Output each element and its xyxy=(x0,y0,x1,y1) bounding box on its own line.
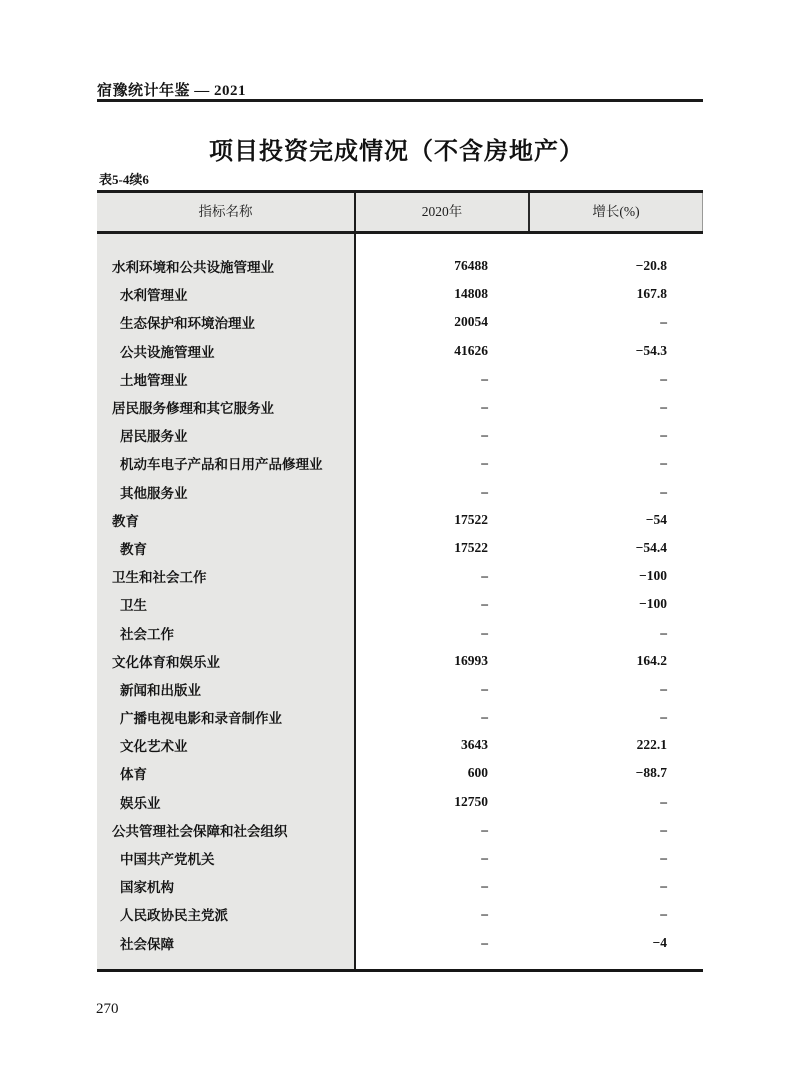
table-row xyxy=(97,618,703,646)
row-value-growth: – xyxy=(660,455,667,471)
table-row xyxy=(97,900,703,928)
page-title: 项目投资完成情况（不含房地产） xyxy=(209,139,584,165)
row-value-growth: – xyxy=(660,850,667,866)
row-value-growth: – xyxy=(660,427,667,443)
row-value-growth: – xyxy=(660,878,667,894)
row-value-growth: −54 xyxy=(645,511,667,527)
row-value-2020: 76488 xyxy=(454,258,488,274)
table-row xyxy=(97,280,703,308)
row-value-2020: 17522 xyxy=(454,511,488,527)
row-value-2020: 14808 xyxy=(454,286,488,302)
row-value-growth: – xyxy=(660,314,667,330)
table-row xyxy=(97,816,703,844)
row-value-growth: – xyxy=(660,370,667,386)
row-label: 卫生和社会工作 xyxy=(112,570,207,586)
row-value-2020: 20054 xyxy=(454,314,488,330)
table-row xyxy=(97,872,703,900)
table-row xyxy=(97,506,703,534)
table-row xyxy=(97,647,703,675)
row-value-growth: – xyxy=(660,793,667,809)
column-header-indicator-name: 指标名称 xyxy=(97,193,356,231)
row-value-2020: – xyxy=(481,370,488,386)
table-row xyxy=(97,337,703,365)
row-value-2020: – xyxy=(481,680,488,696)
row-label: 生态保护和环境治理业 xyxy=(120,316,255,332)
table-row xyxy=(97,759,703,787)
row-value-growth: −54.4 xyxy=(635,539,667,555)
table-row xyxy=(97,844,703,872)
row-label: 教育 xyxy=(112,513,139,529)
row-value-growth: – xyxy=(660,399,667,415)
row-label: 教育 xyxy=(120,541,147,557)
row-label: 中国共产党机关 xyxy=(120,852,215,868)
row-label: 人民政协民主党派 xyxy=(120,908,228,924)
row-label: 居民服务业 xyxy=(120,429,188,445)
row-value-growth: −100 xyxy=(639,568,667,584)
table-row xyxy=(97,731,703,759)
row-label: 水利管理业 xyxy=(120,288,188,304)
row-value-growth: – xyxy=(660,483,667,499)
row-value-2020: – xyxy=(481,821,488,837)
page-number: 270 xyxy=(96,1001,119,1017)
row-value-2020: 41626 xyxy=(454,342,488,358)
row-value-growth: −54.3 xyxy=(635,342,667,358)
row-value-2020: – xyxy=(481,709,488,725)
table-row xyxy=(97,478,703,506)
row-label: 体育 xyxy=(120,767,147,783)
table-header-row xyxy=(97,190,703,234)
row-value-growth: −88.7 xyxy=(635,765,667,781)
row-label: 娱乐业 xyxy=(120,795,161,811)
row-label: 文化体育和娱乐业 xyxy=(112,654,220,670)
row-label: 社会工作 xyxy=(120,626,174,642)
table-label: 表5-4续6 xyxy=(99,172,149,187)
table-row xyxy=(97,675,703,703)
table-row xyxy=(97,308,703,336)
row-label: 水利环境和公共设施管理业 xyxy=(112,260,274,276)
row-value-2020: – xyxy=(481,568,488,584)
row-value-2020: 600 xyxy=(467,765,488,781)
row-value-growth: – xyxy=(660,680,667,696)
table-row xyxy=(97,562,703,590)
table-row xyxy=(97,788,703,816)
row-label: 机动车电子产品和日用产品修理业 xyxy=(120,457,323,473)
row-value-growth: −20.8 xyxy=(635,258,667,274)
table-row xyxy=(97,534,703,562)
row-value-2020: – xyxy=(481,878,488,894)
row-value-growth: – xyxy=(660,906,667,922)
row-value-growth: 167.8 xyxy=(636,286,667,302)
table-row xyxy=(97,365,703,393)
row-value-growth: – xyxy=(660,624,667,640)
column-header-2020: 2020年 xyxy=(356,193,530,231)
row-value-growth: 222.1 xyxy=(636,737,667,753)
row-label: 公共管理社会保障和社会组织 xyxy=(112,823,288,839)
row-value-growth: – xyxy=(660,709,667,725)
row-value-2020: 16993 xyxy=(454,652,488,668)
row-value-growth: −4 xyxy=(652,934,667,950)
table-row xyxy=(97,421,703,449)
row-value-2020: – xyxy=(481,399,488,415)
row-label: 土地管理业 xyxy=(120,372,188,388)
row-value-2020: 17522 xyxy=(454,539,488,555)
row-label: 广播电视电影和录音制作业 xyxy=(120,711,282,727)
row-value-2020: 12750 xyxy=(454,793,488,809)
row-label: 社会保障 xyxy=(120,936,174,952)
book-title: 宿豫统计年鉴 — 2021 xyxy=(97,83,247,99)
row-label: 其他服务业 xyxy=(120,485,188,501)
row-label: 文化艺术业 xyxy=(120,739,188,755)
row-value-growth: −100 xyxy=(639,596,667,612)
row-value-2020: – xyxy=(481,483,488,499)
table-body xyxy=(97,234,703,972)
row-value-2020: – xyxy=(481,455,488,471)
row-label: 卫生 xyxy=(120,598,147,614)
table-row xyxy=(97,703,703,731)
running-header xyxy=(97,79,246,100)
row-value-growth: – xyxy=(660,821,667,837)
table-row xyxy=(97,929,703,957)
row-value-2020: 3643 xyxy=(461,737,488,753)
row-value-2020: – xyxy=(481,934,488,950)
row-label: 新闻和出版业 xyxy=(120,682,201,698)
row-label: 居民服务修理和其它服务业 xyxy=(112,401,274,417)
row-value-2020: – xyxy=(481,624,488,640)
row-label: 国家机构 xyxy=(120,880,174,896)
column-header-growth: 增长(%) xyxy=(530,193,703,231)
row-label: 公共设施管理业 xyxy=(120,344,215,360)
row-value-2020: – xyxy=(481,596,488,612)
header-rule xyxy=(97,99,703,102)
row-value-2020: – xyxy=(481,906,488,922)
table-row xyxy=(97,449,703,477)
row-value-growth: 164.2 xyxy=(636,652,667,668)
table-row xyxy=(97,590,703,618)
table-row xyxy=(97,252,703,280)
data-table xyxy=(97,190,703,972)
row-value-2020: – xyxy=(481,850,488,866)
table-row xyxy=(97,393,703,421)
row-value-2020: – xyxy=(481,427,488,443)
